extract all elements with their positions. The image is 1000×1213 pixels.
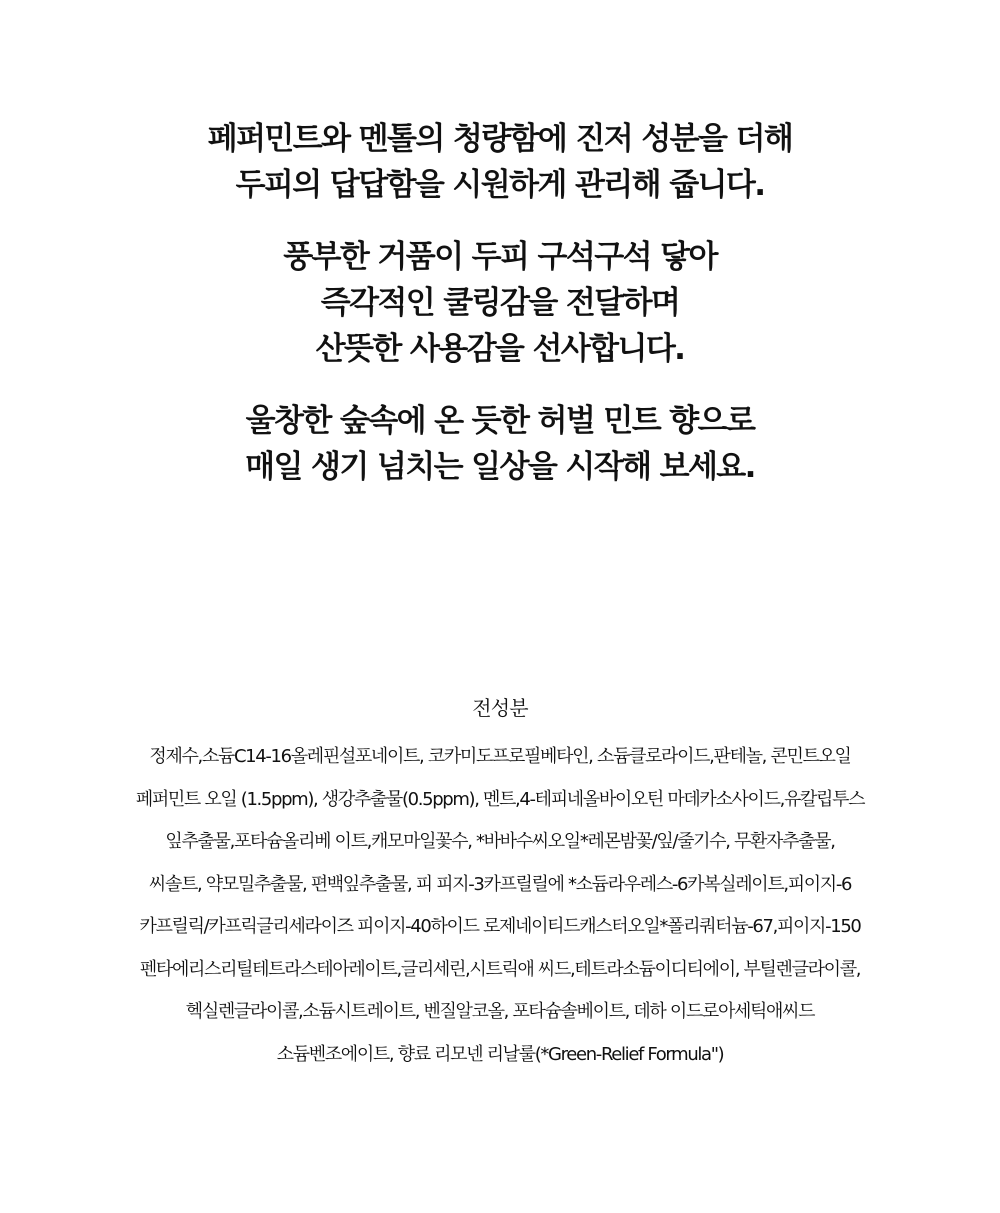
ingredients-line: 정제수,소듐C14-16올레핀설포네이트, 코카미도프로필베타인, 소듐클로라이드,판테놀, 콘민트오일 — [149, 746, 851, 767]
ingredients-line: 잎추출물,포타슘올리베 이트,캐모마일꽃수, *바바수씨오일*레몬밤꽃/잎/줄기수, 무환자추출물, — [165, 831, 835, 852]
ingredients-title: 전성분 — [472, 696, 528, 720]
description-line: 두피의 답답함을 시원하게 관리해 줍니다. — [235, 167, 765, 203]
ingredients-line: 카프릴릭/카프릭글리세라이즈 피이지-40하이드 로제네이티드캐스터오일*폴리쿼터늄-67,피이지-150 — [139, 916, 861, 937]
product-description — [0, 116, 1000, 516]
description-paragraph-2 — [0, 234, 1000, 372]
description-line: 즉각적인 쿨링감을 전달하며 — [320, 285, 680, 321]
ingredients-line: 펜타에리스리틸테트라스테아레이트,글리세린,시트릭애 씨드,테트라소듐이디티에이, 부틸렌글라이콜, — [139, 958, 861, 980]
ingredients-line: 소듐벤조에이트, 향료 리모넨 리날룰(*Green-Relief Formula") — [276, 1043, 724, 1065]
ingredients-line: 씨솔트, 약모밀추출물, 편백잎추출물, 피 피지-3카프릴릴에 *소듐라우레스-6카복실레이트,피이지-6 — [148, 873, 852, 895]
description-line: 페퍼민트와 멘톨의 청량함에 진저 성분을 더해 — [207, 121, 793, 157]
description-line: 울창한 숲속에 온 듯한 허벌 민트 향으로 — [245, 403, 755, 439]
ingredients-line: 헥실렌글라이콜,소듐시트레이트, 벤질알코올, 포타슘솔베이트, 데하 이드로아세틱애씨드 — [185, 1001, 815, 1022]
description-paragraph-3 — [0, 398, 1000, 490]
ingredients-section — [0, 686, 1000, 1076]
description-line: 산뜻한 사용감을 선사합니다. — [315, 331, 685, 367]
description-line: 풍부한 거품이 두피 구석구석 닿아 — [283, 239, 717, 275]
description-paragraph-1 — [0, 116, 1000, 208]
ingredients-line: 페퍼민트 오일 (1.5ppm), 생강추출물(0.5ppm), 멘트,4-테피네올바이오틴 마데카소사이드,유칼립투스 — [135, 788, 865, 810]
description-line: 매일 생기 넘치는 일상을 시작해 보세요. — [245, 449, 755, 485]
